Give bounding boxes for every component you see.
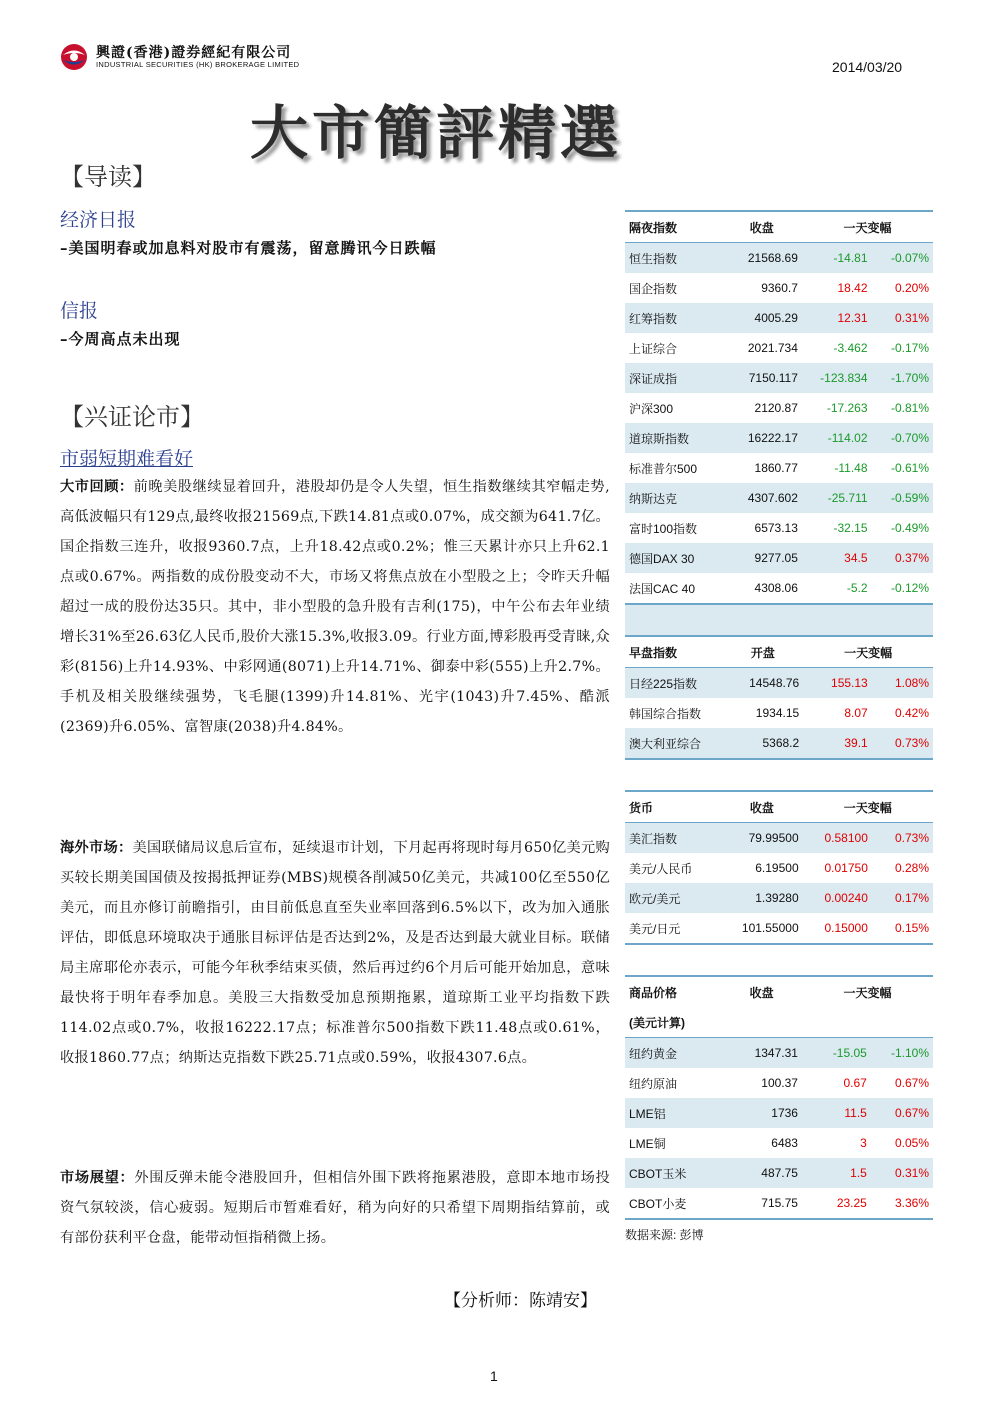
cell-name: 纽约黄金 [625,1038,721,1069]
cell-pct: 0.31% [871,1158,933,1188]
header-close: 收盘 [721,791,802,823]
cell-change: 0.01750 [824,861,868,875]
cell-pct: 3.36% [871,1188,933,1219]
cell-name: 富时100指数 [629,521,698,536]
header-name: 商品价格 [625,976,721,1007]
cell-close: 5368.2 [722,728,803,759]
table-row [625,1128,933,1158]
cell-change: 11.5 [802,1098,871,1128]
guide-headline-2: –今周高点未出现 [60,330,181,348]
cell-close: 6.19500 [755,861,799,875]
table-subheader-row [625,1007,933,1038]
paragraph-label: 海外市场： [60,840,133,856]
paragraph-text: 美国联储局议息后宣布，延续退市计划，下月起再将现时每月650亿美元购买较长期美国国债及按揭抵押证券(MBS)规模各削减50亿美元，共减100亿至550亿美元，而且亦修订前瞻指引，由目前低息直至失业率回落到6.5%以下，改为加入通胀评估，即低息环境取决于通胀目标评估是否达到2%，及是否达到最大就业目标。联储局主席耶伦亦表示，可能今年秋季结束买债，然后再过约6个月后可能开始加息，意味最快将于明年春季加息。美股三大指数受加息预期拖累，道琼斯工业平均指数下跌114.02点或0.7%，收报16222.17点；标准普尔500指数下跌11.48点或0.61%，收报1860.77点；纳斯达克指数下跌25.71点或0.59%，收报4307.6点。 [60,840,610,1066]
cell-pct: 0.67% [871,1098,933,1128]
cell-close: 6483 [771,1136,798,1150]
cell-pct: -0.81% [890,401,929,415]
cell-close: 715.75 [721,1188,802,1219]
cell-change: -17.263 [826,401,868,415]
cell-close: 487.75 [721,1158,802,1188]
cell-name: 标准普尔500 [629,461,698,476]
market-data-panel [625,210,933,1243]
table-row [625,333,933,363]
cell-close: 6573.13 [754,521,798,535]
cell-pct: -1.70% [872,363,933,393]
table-row [625,698,933,728]
cell-name: 纳斯达克 [625,483,722,513]
guide-source-1: 经济日报 [60,209,137,231]
table-row [625,303,933,333]
cell-pct: 0.67% [894,1076,929,1090]
paragraph-label: 大市回顾： [60,479,134,495]
cell-pct: 0.73% [872,728,933,759]
cell-name: 韩国综合指数 [629,706,702,721]
header-currency-note: (美元计算) [625,1007,721,1038]
table-row [625,243,933,274]
cell-change: 34.5 [802,543,872,573]
cell-close: 1860.77 [754,461,798,475]
table-row [625,1068,933,1098]
table-header-row [625,976,933,1007]
paragraph-outlook [60,1163,610,1253]
cell-close: 1934.15 [755,706,800,720]
morning-index-table [625,635,933,760]
cell-name: 德国DAX 30 [625,543,722,573]
cell-close: 2021.734 [747,341,798,355]
table-row [625,423,933,453]
table-header-row [625,636,933,668]
cell-name: 国企指数 [629,281,678,296]
cell-change: 8.07 [844,706,868,720]
cell-change: 155.13 [803,668,872,699]
header-close: 收盘 [721,976,802,1007]
cell-pct: -1.10% [871,1038,933,1069]
table-row [625,483,933,513]
cell-change: 0.67 [843,1076,867,1090]
header-change: 一天变幅 [802,976,933,1007]
cell-change: 39.1 [803,728,872,759]
cell-close: 4307.602 [722,483,802,513]
table-row [625,823,933,854]
cell-close: 9360.7 [761,281,798,295]
table-row [625,273,933,303]
cell-change: 3 [860,1136,867,1150]
cell-pct: 0.73% [872,823,933,854]
cell-name: CBOT玉米 [625,1158,721,1188]
cell-name: CBOT小麦 [625,1188,721,1219]
analyst-credit: 【分析师：陈靖安】 [444,1291,597,1311]
paragraph-text: 外围反弹未能令港股回升，但相信外围下跌将拖累港股，意即本地市场投资气氛较淡，信心疲弱。短期后市暂难看好，稍为向好的只希望下周期指结算前，或有部份获利平仓盘，能带动恒指稍微上扬。 [60,1170,610,1246]
cell-pct: -0.07% [872,243,933,274]
cell-close: 100.37 [761,1076,798,1090]
report-date: 2014/03/20 [832,59,903,75]
guide-headline-1: –美国明春或加息料对股市有震荡，留意腾讯今日跌幅 [60,239,437,257]
paragraph-market-review [60,472,610,742]
cell-pct: 0.15% [872,913,933,944]
cell-name: LME铜 [629,1136,666,1151]
header-close: 收盘 [722,211,802,243]
cell-change: -114.02 [802,423,872,453]
cell-change: 0.58100 [803,823,872,854]
cell-change: 23.25 [802,1188,871,1219]
company-emblem-icon [58,42,90,72]
cell-name: 深证成指 [625,363,722,393]
table-row [625,853,933,883]
cell-change: 18.42 [837,281,868,295]
table-row [625,913,933,944]
header-change: 一天变幅 [802,211,933,243]
cell-pct: 0.28% [894,861,929,875]
cell-pct: -0.59% [872,483,933,513]
cell-pct: 0.17% [872,883,933,913]
cell-change: -14.81 [802,243,872,274]
table-row [625,1188,933,1219]
article-title: 市弱短期难看好 [60,448,194,470]
cell-change: -5.2 [802,573,872,604]
cell-name: 沪深300 [629,401,674,416]
header-name: 货币 [625,791,721,823]
cell-change: -15.05 [802,1038,871,1069]
table-row [625,668,933,699]
cell-name: LME铝 [625,1098,721,1128]
header-change: 一天变幅 [803,791,933,823]
cell-close: 1.39280 [721,883,802,913]
cell-name: 欧元/美元 [625,883,721,913]
table-spacer [625,760,933,790]
cell-name: 上证综合 [629,341,678,356]
cell-name: 美汇指数 [625,823,721,854]
guide-heading: 【导读】 [60,163,156,191]
cell-pct: 0.37% [872,543,933,573]
cell-pct: 0.20% [894,281,929,295]
overnight-index-table [625,210,933,605]
cell-close: 79.99500 [721,823,802,854]
cell-name: 澳大利亚综合 [625,728,722,759]
data-source-note: 数据来源: 彭博 [625,1228,704,1242]
company-logo [58,42,358,72]
cell-change: 1.5 [802,1158,871,1188]
currency-table [625,790,933,945]
cell-name: 红筹指数 [625,303,722,333]
cell-close: 16222.17 [722,423,802,453]
table-spacer [625,605,933,635]
cell-close: 14548.76 [722,668,803,699]
cell-change: 0.00240 [803,883,872,913]
cell-close: 1347.31 [721,1038,802,1069]
cell-close: 4005.29 [722,303,802,333]
table-header-row [625,211,933,243]
guide-source-2: 信报 [60,300,99,322]
cell-change: -25.711 [802,483,872,513]
table-row [625,453,933,483]
table-row [625,1098,933,1128]
cell-name: 恒生指数 [625,243,722,274]
cell-close: 1736 [721,1098,802,1128]
table-header-row [625,791,933,823]
cell-name: 日经225指数 [625,668,722,699]
cell-close: 2120.87 [754,401,798,415]
table-spacer [625,945,933,975]
cell-pct: -0.70% [872,423,933,453]
cell-close: 4308.06 [722,573,802,604]
page-title: 大市簡評精選 [250,99,623,167]
header-change: 一天变幅 [803,636,933,668]
cell-change: -11.48 [834,461,868,475]
cell-pct: 0.42% [894,706,929,720]
header-open: 开盘 [722,636,803,668]
cell-pct: 0.31% [872,303,933,333]
commodity-table [625,975,933,1220]
table-row [625,363,933,393]
table-row [625,1158,933,1188]
header-name: 早盘指数 [625,636,722,668]
cell-pct: 0.05% [894,1136,929,1150]
table-row [625,513,933,543]
cell-close: 101.55000 [721,913,802,944]
cell-name: 美元/日元 [625,913,721,944]
commentary-heading: 【兴证论市】 [60,403,204,431]
cell-close: 21568.69 [722,243,802,274]
page-number: 1 [490,1368,498,1384]
table-row [625,1038,933,1069]
cell-pct: -0.12% [872,573,933,604]
cell-name: 法国CAC 40 [625,573,722,604]
cell-pct: 1.08% [872,668,933,699]
company-name-cn: 興證(香港)證券經紀有限公司 [96,45,292,61]
company-name-en: INDUSTRIAL SECURITIES (HK) BROKERAGE LIMITED [96,60,300,69]
cell-pct: -0.49% [890,521,929,535]
table-row [625,573,933,604]
table-row [625,728,933,759]
cell-pct: -0.61% [890,461,929,475]
cell-change: 0.15000 [803,913,872,944]
table-row [625,393,933,423]
cell-name: 纽约原油 [629,1076,678,1091]
table-row [625,883,933,913]
cell-close: 7150.117 [722,363,802,393]
paragraph-label: 市场展望： [60,1170,135,1186]
cell-change: -32.15 [833,521,868,535]
cell-name: 道琼斯指数 [625,423,722,453]
header-name: 隔夜指数 [625,211,722,243]
cell-change: -123.834 [802,363,872,393]
cell-pct: -0.17% [890,341,929,355]
cell-name: 美元/人民币 [629,861,693,876]
cell-change: -3.462 [833,341,868,355]
cell-change: 12.31 [802,303,872,333]
paragraph-overseas-market [60,833,610,1073]
table-row [625,543,933,573]
cell-close: 9277.05 [722,543,802,573]
paragraph-text: 前晚美股继续显着回升，港股却仍是令人失望，恒生指数继续其窄幅走势,高低波幅只有129点,最终收报21569点,下跌14.81点或0.07%，成交额为641.7亿。国企指数三连升，收报9360.7点，上升18.42点或0.2%；惟三天累计亦只上升62.1点或0.67%。两指数的成份股变动不大，市场又将焦点放在小型股之上；令昨天升幅超过一成的股份达35只。其中，非小型股的急升股有吉利(175)，中午公布去年业绩增长31%至26.63亿人民币,股价大涨15.3%,收报3.09。行业方面,博彩股再受青睐,众彩(8156)上升14.93%、中彩网通(8071)上升14.71%、御泰中彩(555)上升2.7%。手机及相关股继续强势，飞毛腿(1399)升14.81%、光宇(1043)升7.45%、酷派(2369)升6.05%、富智康(2038)升4.84%。 [60,479,610,735]
